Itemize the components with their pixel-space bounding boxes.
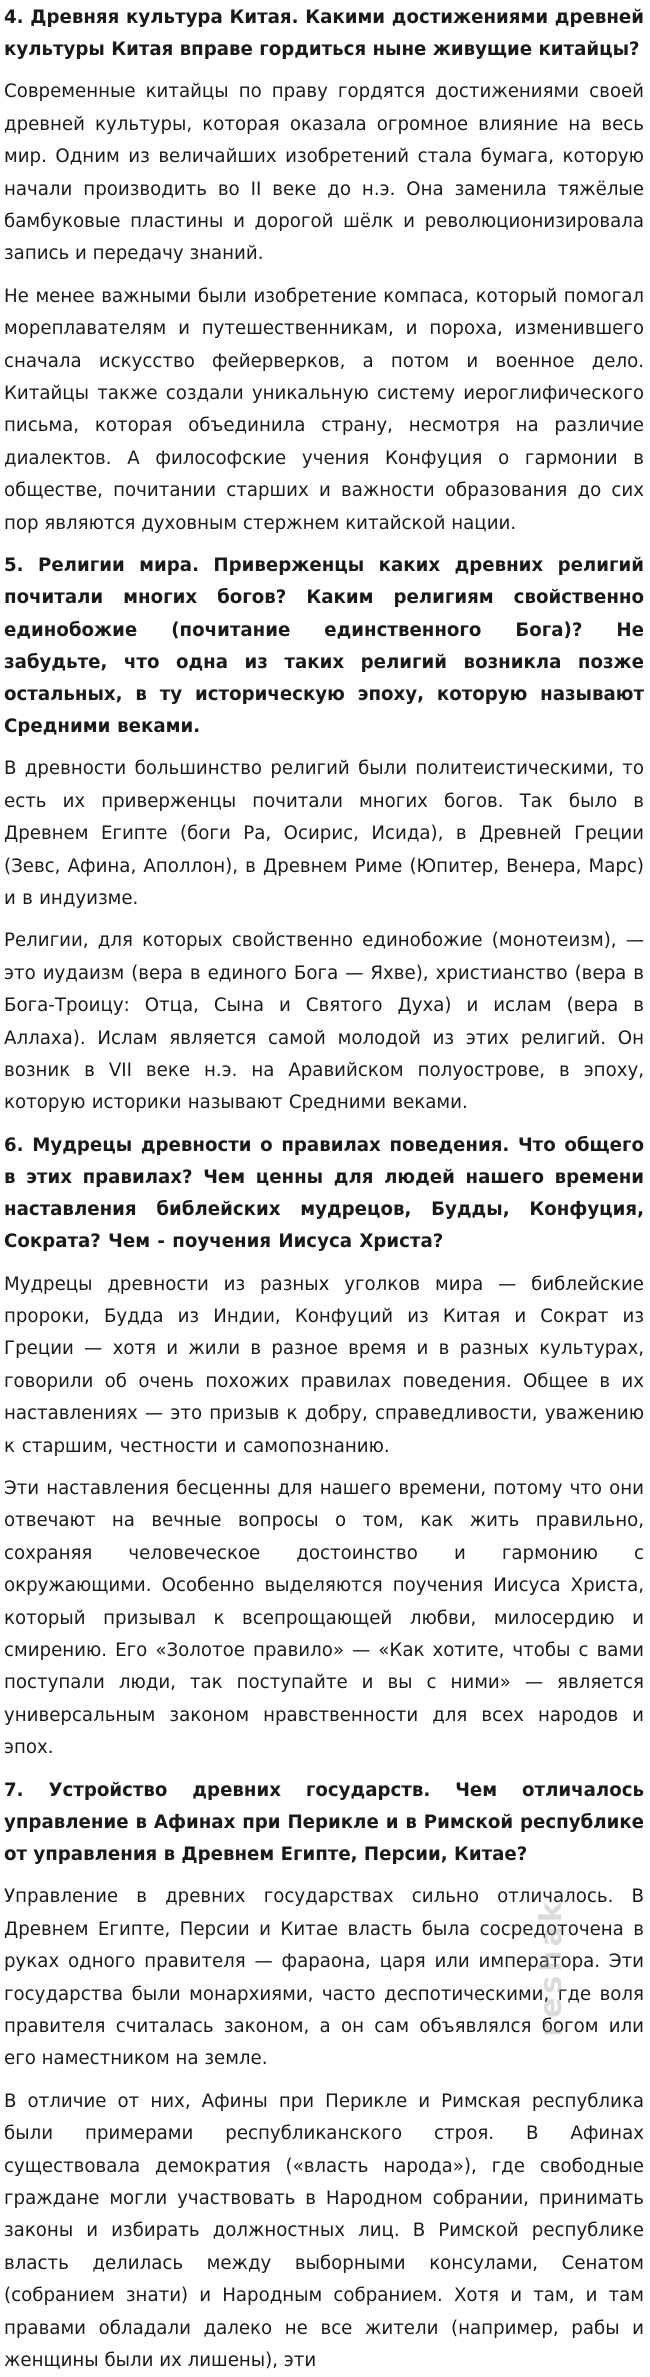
section-4-ancient-china bbox=[4, 2, 644, 540]
section-7-heading: 7. Устройство древних государств. Чем отличалось управление в Афинах при Перикле и в Римской республике от управления в Древнем Египте, Персии, Китае? bbox=[4, 1779, 644, 1866]
section-7-ancient-states bbox=[4, 1775, 644, 2377]
section-5-paragraph-1: В древности большинство религий были политеистическими, то есть их приверженцы почитали многих богов. Так было в Древнем Египте (боги Ра, Осирис, Исида), в Древней Греции (Зевс, Афина, Аполлон), в Древнем Риме (Юпитер, Венера, Марс) и в индуизме. bbox=[4, 758, 644, 909]
section-4-heading: 4. Древняя культура Китая. Какими достижениями древней культуры Китая вправе гордиться ныне живущие китайцы? bbox=[4, 7, 644, 61]
section-7-paragraph-2: В отличие от них, Афины при Перикле и Римская республика были примерами республиканского строя. В Афинах существовала демократия («власть народа»), где свободные граждане могли участвовать в Народном собрании, принимать законы и избирать должностных лиц. В Римской республике власть делилась между выборными консулами, Сенатом (собранием знати) и Народным собранием. Хотя и там, и там правами обладали далеко не все жители (например, рабы и женщины были их лишены), эти bbox=[4, 2090, 644, 2371]
section-6-paragraph-2: Эти наставления бесценны для нашего времени, потому что они отвечают на вечные вопросы о том, как жить правильно, сохраняя человеческое достоинство и гармонию с окружающими. Особенно выделяются поучения Иисуса Христа, который призывал к всепрощающей любви, милосердию и смирению. Его «Золотое правило» — «Как хотите, чтобы с вами поступали люди, так поступайте и вы с ними» — является универсальным законом нравственности для всех народов и эпох. bbox=[4, 1478, 644, 1759]
section-5-heading: 5. Религии мира. Приверженцы каких древних религий почитали многих богов? Каким религиям свойственно единобожие (почитание единственного Бога)? Не забудьте, что одна из таких религий возникла позже остальных, в ту историческую эпоху, которую называют Средними веками. bbox=[4, 555, 644, 738]
section-4-paragraph-2: Не менее важными были изобретение компаса, который помогал мореплавателям и путешественникам, и пороха, изменившего сначала искусство фейерверков, а потом и военное дело. Китайцы также создали уникальную систему иероглифического письма, которая объединила страну, несмотря на различие диалектов. А философские учения Конфуция о гармонии в обществе, почитании старших и важности образования до сих пор являются духовным стержнем китайской нации. bbox=[4, 285, 644, 534]
section-5-world-religions bbox=[4, 550, 644, 1120]
section-7-paragraph-1: Управление в древних государствах сильно отличалось. В Древнем Египте, Персии и Китае власть была сосредоточена в руках одного правителя — фараона, царя или императора. Эти государства были монархиями, часто деспотическими, где воля правителя считалась законом, а он сам объявлялся богом или его наместником на земле. bbox=[4, 1886, 644, 2070]
watermark-text: reshak bbox=[533, 1898, 569, 2037]
section-5-paragraph-2: Религии, для которых свойственно единобожие (монотеизм), — это иудаизм (вера в единого Бога — Яхве), христианство (вера в Бога-Троицу: Отца, Сына и Святого Духа) и ислам (вера в Аллаха). Ислам является самой молодой из этих религий. Он возник в VII веке н.э. на Аравийском полуострове, в эпоху, которую историки называют Средними веками. bbox=[4, 930, 644, 1114]
section-6-heading: 6. Мудрецы древности о правилах поведения. Что общего в этих правилах? Чем ценны для людей нашего времени наставления библейских мудрецов, Будды, Конфуция, Сократа? Чем - поучения Иисуса Христа? bbox=[4, 1134, 644, 1253]
section-6-ancient-sages bbox=[4, 1130, 644, 1765]
section-4-paragraph-1: Современные китайцы по праву гордятся достижениями своей древней культуры, которая оказала огромное влияние на весь мир. Одним из величайших изобретений стала бумага, которую начали производить во II веке до н.э. Она заменила тяжёлые бамбуковые пластины и дорогой шёлк и революционизировала запись и передачу знаний. bbox=[4, 81, 644, 265]
section-6-paragraph-1: Мудрецы древности из разных уголков мира — библейские пророки, Будда из Индии, Конфуций из Китая и Сократ из Греции — хотя и жили в разное время и в разных культурах, говорили об очень похожих правилах поведения. Общее в их наставлениях — это призыв к добру, справедливости, уважению к старшим, честности и самопознанию. bbox=[4, 1273, 644, 1457]
